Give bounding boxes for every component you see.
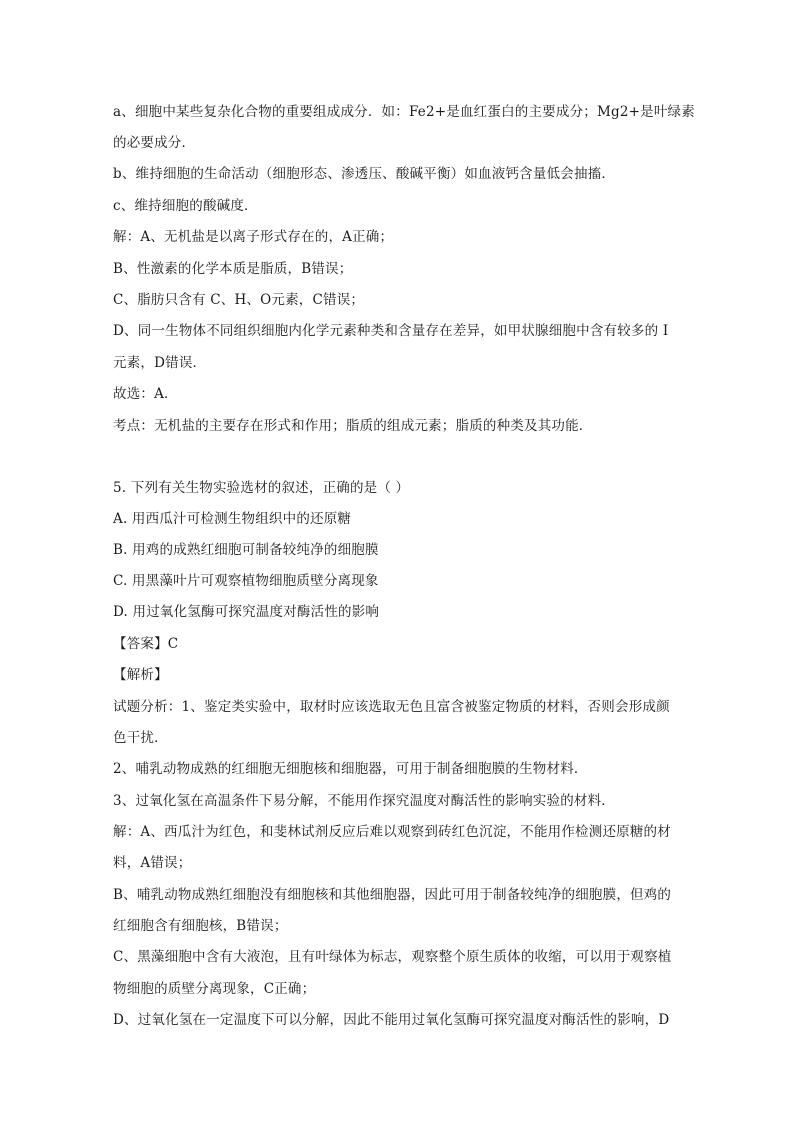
text-line: a、细胞中某些复杂化合物的重要组成成分．如：Fe2+是血红蛋白的主要成分；Mg2+是叶绿素 bbox=[113, 104, 695, 120]
text-line: 2、哺乳动物成熟的红细胞无细胞核和细胞器，可用于制备细胞膜的生物材料． bbox=[113, 761, 588, 777]
option-a: A. 用西瓜汁可检测生物组织中的还原糖 bbox=[113, 511, 352, 527]
text-line: 考点：无机盐的主要存在形式和作用；脂质的组成元素；脂质的种类及其功能． bbox=[113, 418, 593, 434]
text-line: 试题分析：1、鉴定类实验中，取材时应该选取无色且富含被鉴定物质的材料，否则会形成颜 bbox=[113, 699, 670, 715]
text-line: D、过氧化氢在一定温度下可以分解，因此不能用过氧化氢酶可探究温度对酶活性的影响，D bbox=[113, 1012, 670, 1028]
text-line: C、脂肪只含有 C、H、O元素，C错误； bbox=[113, 292, 365, 308]
text-line: 解：A、无机盐是以离子形式存在的，A正确； bbox=[113, 229, 394, 245]
text-line: C、黑藻细胞中含有大液泡，且有叶绿体为标志，观察整个原生质体的收缩，可以用于观察植 bbox=[113, 949, 672, 965]
text-line: b、维持细胞的生命活动（细胞形态、渗透压、酸碱平衡）如血液钙含量低会抽搐． bbox=[113, 166, 616, 182]
text-line: 3、过氧化氢在高温条件下易分解，不能用作探究温度对酶活性的影响实验的材料． bbox=[113, 793, 615, 809]
text-line: B、性激素的化学本质是脂质，B错误； bbox=[113, 261, 353, 277]
text-line: 故选：A． bbox=[113, 386, 178, 402]
text-line: 元素，D错误． bbox=[113, 355, 207, 371]
text-line: 解：A、西瓜汁为红色，和斐林试剂反应后难以观察到砖红色沉淀，不能用作检测还原糖的材 bbox=[113, 824, 671, 840]
option-d: D. 用过氧化氢酶可探究温度对酶活性的影响 bbox=[113, 604, 380, 620]
text-line: 红细胞含有细胞核，B错误； bbox=[113, 918, 288, 934]
option-c: C. 用黑藻叶片可观察植物细胞质壁分离现象 bbox=[113, 573, 379, 589]
option-b: B. 用鸡的成熟红细胞可制备较纯净的细胞膜 bbox=[113, 542, 379, 558]
text-line: 物细胞的质壁分离现象，C正确； bbox=[113, 981, 316, 997]
text-line: 料，A错误； bbox=[113, 855, 192, 871]
text-line: 的必要成分． bbox=[113, 135, 196, 151]
text-line: c、维持细胞的酸碱度． bbox=[113, 198, 258, 214]
question-title: 5. 下列有关生物实验选材的叙述，正确的是（ ） bbox=[113, 480, 410, 496]
text-line: B、哺乳动物成熟红细胞没有细胞核和其他细胞器，因此可用于制备较纯净的细胞膜，但鸡的 bbox=[113, 887, 672, 903]
text-line: 色干扰． bbox=[113, 730, 168, 746]
text-line: D、同一生物体不同组织细胞内化学元素种类和含量存在差异，如甲状腺细胞中含有较多的 I bbox=[113, 323, 669, 339]
answer-label: 【答案】C bbox=[113, 636, 179, 652]
analysis-heading: 【解析】 bbox=[113, 667, 168, 683]
